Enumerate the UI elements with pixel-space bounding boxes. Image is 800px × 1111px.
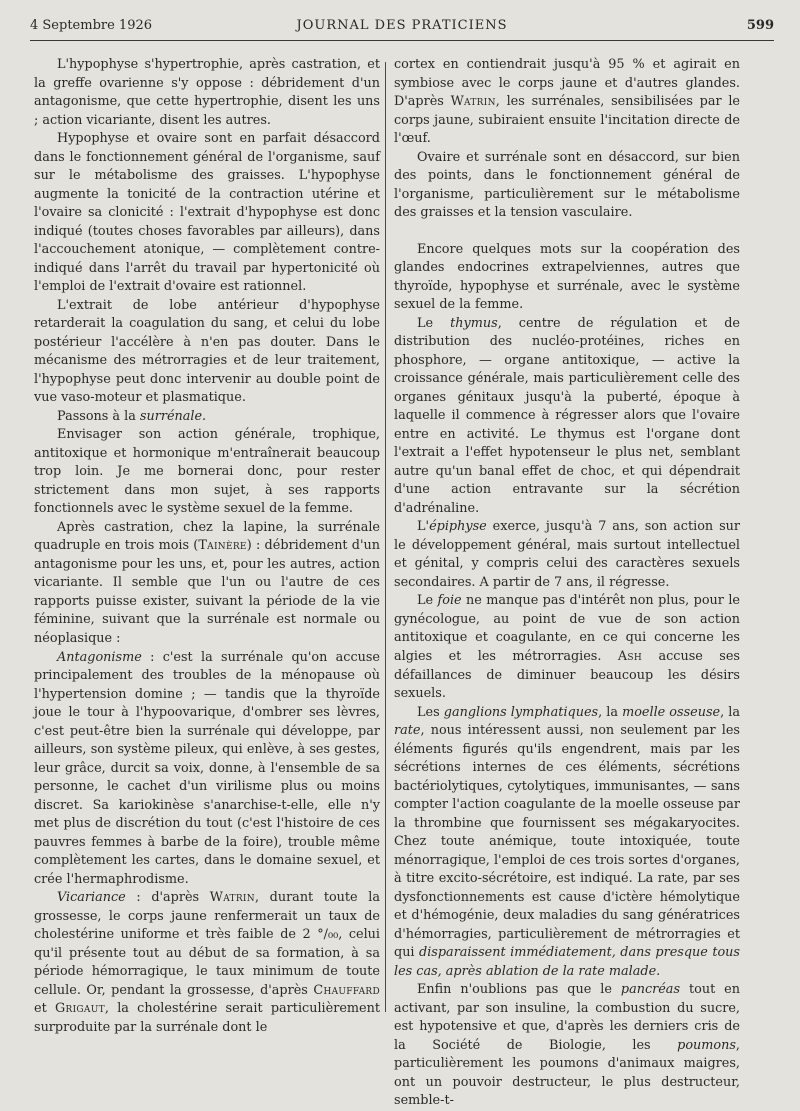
paragraph: Antagonisme : c'est la surrénale qu'on accuse principalement des troubles de la ménopause où l'hypertension domine ; — tandis que la thyroïde joue le tour à l'hypoovarique, d'ombrer ses lèvres, c'est peut-être bien la surrénale qui développe, par ailleurs, son système pileux, qui enlève, à ses gestes, leur grâce, durcit sa voix, donne, à l'ensemble de sa personne, le cachet d'un virilisme plus ou moins discret. Sa kariokinèse s'anarchise-t-elle, elle n'y met plus de discrétion du tout (c'est l'histoire de ces pauvres femmes à barbe de la foire), trouble même complètement les cartes, dans le domaine sexuel, et crée l'hermaphrodisme. xyxy=(34,649,380,887)
author-name: Chauffard xyxy=(313,982,380,998)
column-divider xyxy=(385,62,386,1012)
running-header xyxy=(30,18,774,40)
paragraph: cortex en contiendrait jusqu'à 95 % et agirait en symbiose avec le corps jaune et d'autres glandes. D'après Watrin, les surrénales, sensibilisées par le corps jaune, subiraient ensuite l'incitation directe de l'œuf. xyxy=(394,57,740,147)
paragraph: Après castration, chez la lapine, la surrénale quadruple en trois mois (Tainère) : débridement d'un antagonisme pour les uns, et, pour les autres, action vicariante. Il semble que l'un ou l'autre de ces rapports puisse exister, suivant la période de la vie féminine, suivant que la surrénale est normale ou néoplasique : xyxy=(34,519,380,646)
paragraph: L'épiphyse exerce, jusqu'à 7 ans, son action sur le développement général, mais surtout intellectuel et génital, y compris celui des caractères sexuels secondaires. A partir de 7 ans, il régresse. xyxy=(394,519,740,590)
emphasis: thymus xyxy=(450,315,498,331)
paragraph: L'hypophyse s'hypertrophie, après castration, et la greffe ovarienne s'y oppose : débridement d'un antagonisme, que cette hypertrophie, disent les uns ; action vicariante, disent les autres. xyxy=(34,57,380,128)
paragraph: Enfin n'oublions pas que le pancréas tout en activant, par son insuline, la combustion du sucre, est hypotensive et que, d'après les derniers cris de la Société de Biologie, les poumons, particulièrement les poumons d'animaux maigres, ont un pouvoir destructeur, le plus destructeur, semble-t- xyxy=(394,982,740,1109)
paragraph: Vicariance : d'après Watrin, durant toute la grossesse, le corps jaune renfermerait un taux de cholestérine uniforme et très faible de 2 °/₀₀, celui qu'il présente tout au début de sa formation, à sa période hémorragique, le taux minimum de toute cellule. Or, pendant la grossesse, d'après Chauffard et Grigaut, la cholestérine serait particulièrement surproduite par la surrénale dont le xyxy=(34,890,380,1035)
emphasis: Vicariance xyxy=(57,890,126,906)
paragraph: Passons à la surrénale. xyxy=(57,408,207,424)
author-name: Watrin xyxy=(450,94,496,110)
paragraph: Encore quelques mots sur la coopération des glandes endocrines extrapelviennes, autres que thyroïde, hypophyse et surrénale, avec le système sexuel de la femme. xyxy=(394,241,740,313)
emphasis: poumons xyxy=(677,1037,736,1053)
emphasis: moelle osseuse xyxy=(622,704,721,720)
paragraph: L'extrait de lobe antérieur d'hypophyse retarderait la coagulation du sang, et celui du lobe postérieur l'accélère à n'en pas douter. Dans le mécanisme des métrorragies et de leur traitement, l'hypophyse peut donc intervenir au double point de vue vaso-moteur et plasmatique. xyxy=(34,297,380,406)
author-name: Watrin xyxy=(209,890,255,906)
journal-title: JOURNAL DES PRATICIENS xyxy=(296,18,508,33)
emphasis: ganglions lymphatiques xyxy=(443,704,599,720)
paragraph: Hypophyse et ovaire sont en parfait désaccord dans le fonctionnement général de l'organisme, sauf sur le métabolisme des graisses. L'hypophyse augmente la tonicité de la contraction utérine et l'ovaire sa clonicité : l'extrait d'hypophyse est donc indiqué (toutes choses favorables par ailleurs), dans l'accouchement atonique, — complètement contre-indiqué dans l'arrêt du travail par hypertonicité où l'emploi de l'extrait d'ovaire est rationnel. xyxy=(34,131,380,295)
emphasis: Antagonisme xyxy=(57,649,142,665)
left-column xyxy=(34,56,380,1037)
author-name: Grigaut xyxy=(54,1001,105,1017)
emphasis: disparaissent immédiatement, dans presque tous les cas, après ablation de la rate malade. xyxy=(394,945,740,979)
paragraph: Le thymus, centre de régulation et de distribution des nucléo-protéines, riches en phosphore, — organe antitoxique, — active la croissance générale, mais particulièrement celle des organes génitaux jusqu'à la puberté, époque à laquelle il commence à régresser alors que l'ovaire entre en activité. Le thymus est l'organe dont l'extrait a l'effet hypotenseur le plus net, semblant autre qu'un banal effet de choc, et qui dépendrait d'une action entravante sur la sécrétion d'adrénaline. xyxy=(394,315,741,516)
header-rule xyxy=(30,40,774,41)
paragraph: Les ganglions lymphatiques, la moelle osseuse, la rate, nous intéressent aussi, non seulement par les éléments figurés qu'ils engendrent, mais par les sécrétions internes de ces éléments, sécrétions bactériolytiques, cytolytiques, immunisantes, — sans compter l'action coagulante de la moelle osseuse par la thrombine que fournissent ses mégakaryocites. Chez toute anémique, toute intoxiquée, toute ménorragique, l'emploi de ces trois sortes d'organes, à titre excito-sécrétoire, est indiqué. La rate, par ses dysfonctionnements est cause d'ictère hémolytique et d'hémogénie, deux maladies du sang génératrices d'hémorragies, particulièrement de métrorragies et qui disparaissent immédiatement, dans presque tous les cas, après ablation de la rate malade. xyxy=(394,704,740,979)
header-date: 4 Septembre 1926 xyxy=(30,18,153,33)
paragraph: Le foie ne manque pas d'intérêt non plus, pour le gynécologue, au point de vue de son action antitoxique et coagulante, en ce qui concerne les algies et les métrorragies. Ash accuse ses défaillances de diminuer beaucoup les désirs sexuels. xyxy=(394,593,740,702)
right-column xyxy=(394,56,740,1111)
author-name: Tainère xyxy=(198,538,247,554)
paragraph: Envisager son action générale, trophique, antitoxique et hormonique m'entraînerait beaucoup trop loin. Je me bornerai donc, pour rester strictement dans mon sujet, à ses rapports fonctionnels avec le système sexuel de la femme. xyxy=(34,427,380,517)
emphasis: pancréas xyxy=(620,982,681,998)
author-name: Ash xyxy=(617,648,643,664)
emphasis: rate xyxy=(394,723,421,739)
paragraph: Ovaire et surrénale sont en désaccord, sur bien des points, dans le fonctionnement général de l'organisme, particulièrement sur le métabolisme des graisses et la tension vasculaire. xyxy=(394,149,740,221)
page-number: 599 xyxy=(746,18,774,33)
emphasis: épiphyse xyxy=(429,519,487,535)
emphasis: foie xyxy=(437,593,462,609)
emphasis: surrénale. xyxy=(139,408,207,424)
